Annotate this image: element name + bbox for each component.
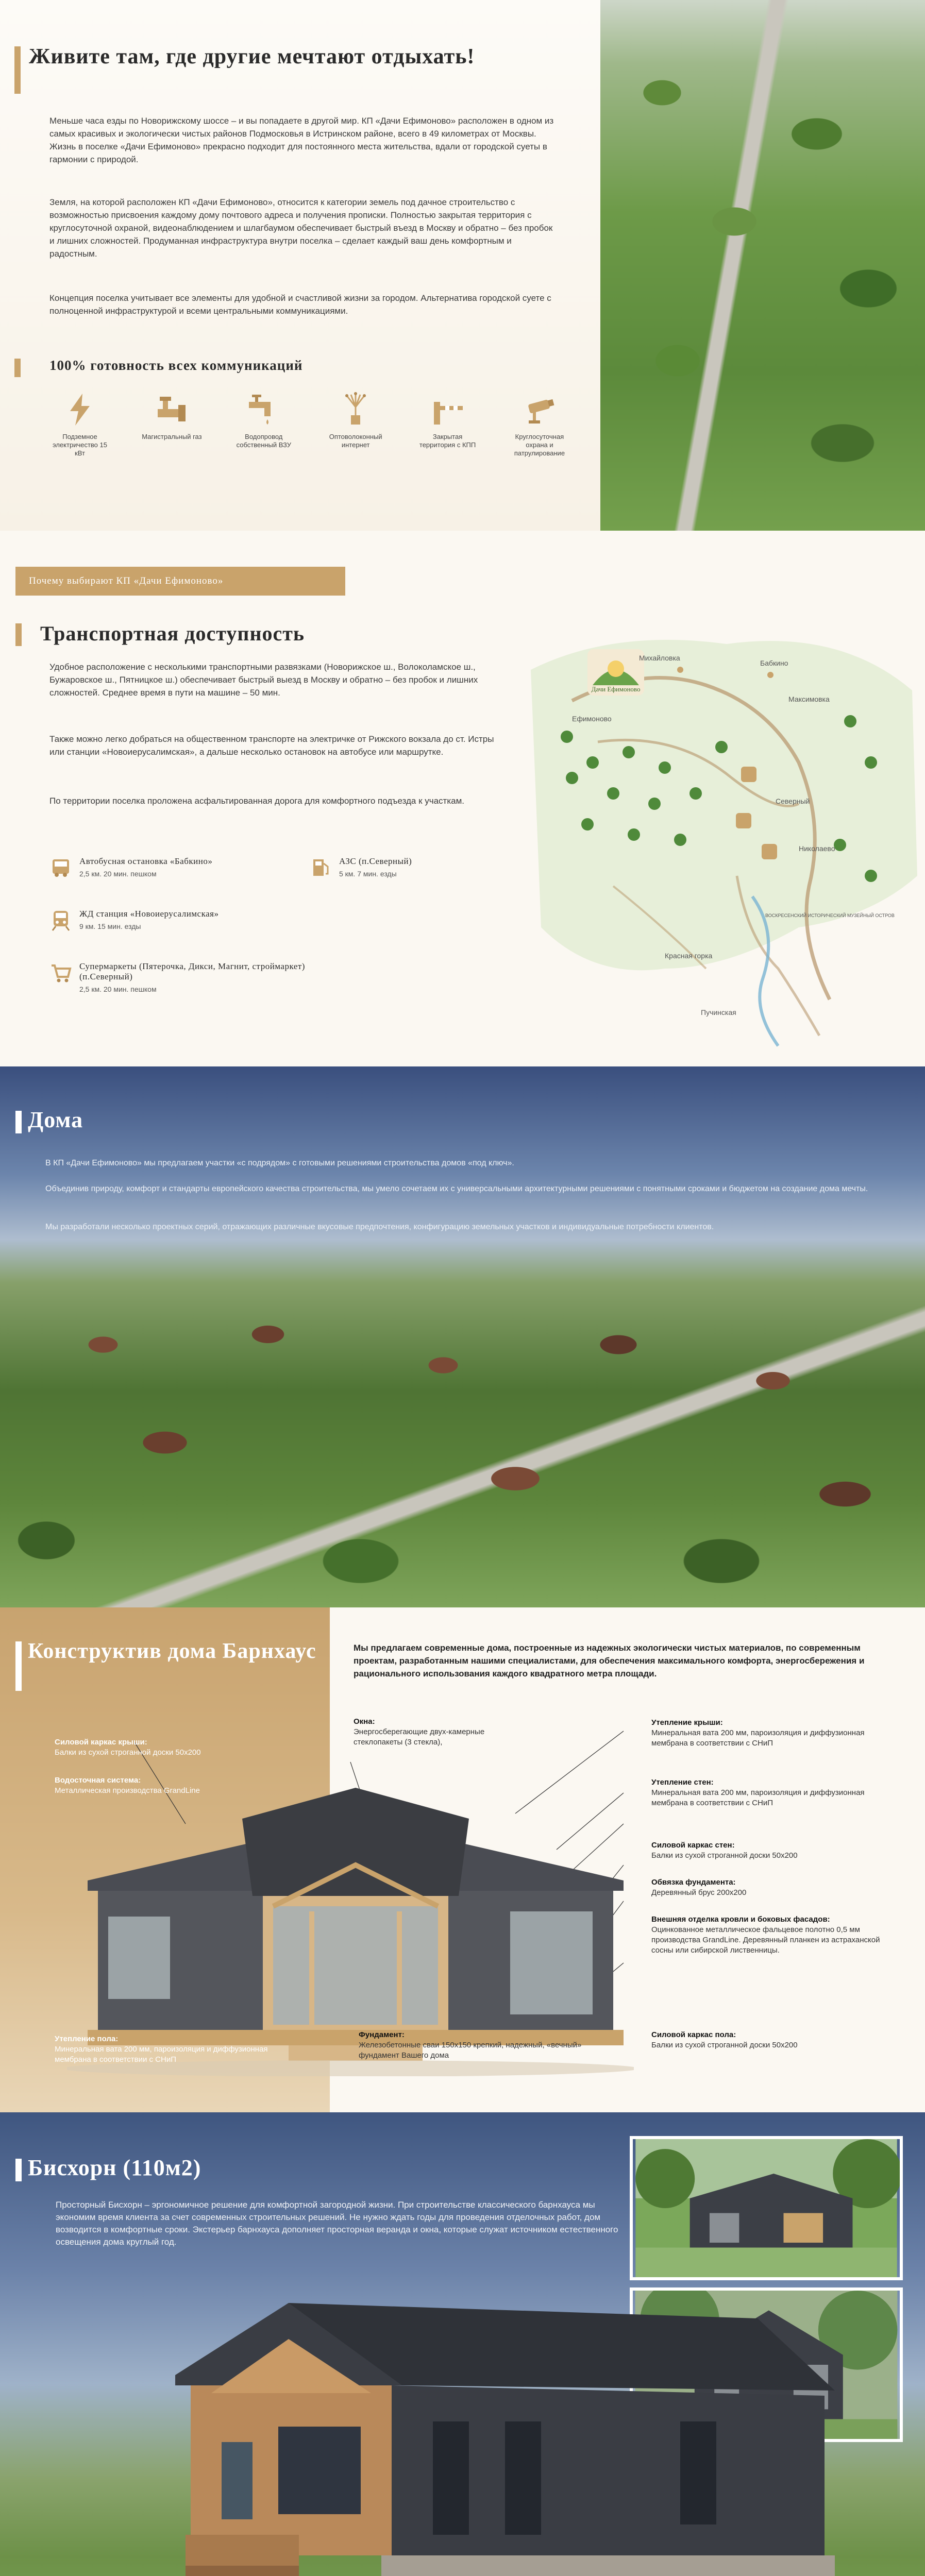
- lightning-icon: [62, 392, 98, 428]
- accent-bar: [15, 623, 22, 646]
- utility-label: Подземное электричество 15 кВт: [53, 433, 107, 457]
- utility-item: [49, 392, 110, 457]
- bus-icon: [49, 856, 72, 879]
- feature-title: Фундамент:: [359, 2030, 405, 2039]
- map-label: Михайловка: [639, 654, 680, 662]
- feature-description: Минеральная вата 200 мм, пароизоляция и диффузионная мембрана в соответствии с СНиП: [651, 1728, 865, 1748]
- transport-item-meta: 2,5 км. 20 мин. пешком: [79, 985, 157, 993]
- houses-section: [0, 1066, 925, 1607]
- feature-title: Силовой каркас пола:: [651, 2030, 736, 2039]
- houses-paragraph: Мы разработали несколько проектных серий, отражающих различные вкусовые предпочтения, конфигурацию земельных участков и индивидуальные потребности клиентов.: [45, 1223, 714, 1231]
- feature-title: Обвязка фундамента:: [651, 1878, 736, 1887]
- transport-item: [49, 961, 317, 993]
- utility-label: Водопровод собственный ВЗУ: [236, 433, 291, 449]
- transport-item: [49, 856, 276, 879]
- feature-description: Балки из сухой строганной доски 50х200: [55, 1748, 201, 1757]
- barrier-icon: [430, 392, 466, 428]
- transport-item-title: ЖД станция «Новоиерусалимская»: [79, 909, 219, 919]
- accent-bar: [15, 1641, 22, 1691]
- utility-item: [233, 392, 294, 457]
- feature-title: Утепление стен:: [651, 1778, 714, 1787]
- village-aerial-photo: [600, 0, 925, 531]
- construction-section: [0, 1607, 925, 2112]
- location-map: [510, 608, 925, 1051]
- feature-note: [651, 1914, 894, 1956]
- map-label: Северный: [776, 797, 810, 805]
- train-icon: [49, 909, 72, 931]
- accent-bar: [14, 359, 21, 377]
- feature-title: Окна:: [354, 1717, 375, 1726]
- utility-item: [325, 392, 386, 457]
- houses-title: Дома: [28, 1107, 83, 1132]
- utility-item: [509, 392, 570, 457]
- feature-note: [359, 2030, 606, 2061]
- feature-note: [651, 1877, 873, 1898]
- utility-label: Магистральный газ: [142, 433, 202, 440]
- feature-title: Внешняя отделка кровли и боковых фасадов:: [651, 1915, 830, 1924]
- houses-paragraph: В КП «Дачи Ефимоново» мы предлагаем участки «с подрядом» с готовыми решениями строительства домов «под ключ».: [45, 1159, 514, 1167]
- transport-item-title: АЗС (п.Северный): [339, 856, 412, 866]
- construction-intro: Мы предлагаем современные дома, построенные из надежных экологически чистых материалов, по современным проектам, разработанным нашими специалистами, для обеспечения максимального комфорта, энергосбережения и рационального использования каждого квадратного метра площади.: [354, 1643, 865, 1679]
- feature-note: [55, 1775, 220, 1796]
- model-description: Просторный Бисхорн – эргономичное решение для комфортной загородной жизни. При строительстве классического барнхауса мы экономим время клиента за счет современных строительных решений. Не нужно ждать годы для проведения отделочных работ, дом возводится в комфортные сроки. Экстерьер барнхауса дополняет просторная веранда и окна, которые служат источником естественного освещения дома круглый год.: [56, 2200, 618, 2247]
- map-label: Ефимоново: [572, 715, 612, 723]
- shopping-cart-icon: [49, 961, 72, 984]
- transport-section: [0, 531, 925, 1066]
- bishorn-house-render: [113, 2287, 861, 2576]
- model-title: Бисхорн (110м2): [28, 2155, 201, 2180]
- water-tap-icon: [246, 392, 282, 428]
- transport-item: [49, 909, 410, 931]
- feature-note: [55, 1737, 209, 1758]
- map-label: Красная горка: [665, 952, 713, 960]
- transport-paragraph: По территории поселка проложена асфальтированная дорога для комфортного подъезда к участкам.: [49, 796, 465, 806]
- transport-paragraph: Также можно легко добраться на общественном транспорте на электричке от Рижского вокзала до ст. Истры или станции «Новоиерусалимская», а дальше несколько остановок на автобусе или маршрутке.: [49, 734, 494, 757]
- feature-description: Балки из сухой строганной доски 50х200: [651, 1851, 798, 1860]
- map-label: Николаево: [799, 844, 835, 853]
- feature-note: [354, 1717, 518, 1748]
- map-logo: Дачи Ефимоново: [591, 685, 641, 693]
- map-label: Бабкино: [760, 659, 788, 667]
- fuel-station-icon: [309, 856, 332, 879]
- transport-item-meta: 5 км. 7 мин. езды: [339, 870, 397, 878]
- utility-label: Закрытая территория с КПП: [419, 433, 476, 449]
- accent-bar: [15, 2159, 22, 2181]
- feature-note: [651, 1777, 873, 1808]
- feature-description: Металлическая производства GrandLine: [55, 1786, 200, 1795]
- transport-item: [309, 856, 495, 879]
- utility-label: Круглосуточная охрана и патрулирование: [514, 433, 565, 457]
- construction-title: Конструктив дома Барнхаус: [28, 1639, 316, 1663]
- feature-description: Оцинкованное металлическое фальцевое полотно 0,5 мм производства GrandLine. Деревянный планкен из астраханской сосны или сибирской лиственницы.: [651, 1925, 880, 1955]
- map-label: ВОСКРЕСЕНСКИЙ ИСТОРИЧЕСКИЙ МУЗЕЙНЫЙ ОСТРОВ: [765, 913, 895, 918]
- map-label: Максимовка: [788, 695, 830, 703]
- accent-bar: [15, 1111, 22, 1133]
- transport-title: Транспортная доступность: [40, 622, 305, 645]
- model-bishorn-section: [0, 2112, 925, 2576]
- feature-note: [651, 2030, 873, 2050]
- section-label: Почему выбирают КП «Дачи Ефимоново»: [15, 567, 345, 596]
- utility-item: [417, 392, 478, 457]
- transport-item-meta: 9 км. 15 мин. езды: [79, 922, 141, 930]
- feature-description: Минеральная вата 200 мм, пароизоляция и диффузионная мембрана в соответствии с СНиП: [651, 1788, 865, 1807]
- feature-title: Силовой каркас крыши:: [55, 1738, 147, 1747]
- feature-title: Силовой каркас стен:: [651, 1841, 735, 1850]
- feature-description: Энергосберегающие двух-камерные стеклопакеты (3 стекла),: [354, 1727, 485, 1747]
- feature-note: [55, 2034, 292, 2065]
- utility-label: Оптоволоконный интернет: [329, 433, 382, 449]
- intro-paragraph: Земля, на которой расположен КП «Дачи Ефимоново», относится к категории земель под дачное строительство с возможностью присвоения каждому дому почтового адреса и получения прописки. Полностью закрытая территория с круглосуточной охраной, видеонаблюдением и шлагбаумом обеспечивает быстрый въезд в Москву и обратно – без пробок и лишних сложностей. Продуманная инфраструктура внутри поселка – сделает каждый ваш день комфортным и радостным.: [49, 197, 553, 259]
- feature-description: Деревянный брус 200х200: [651, 1888, 747, 1897]
- houses-paragraph: Объединив природу, комфорт и стандарты европейского качества строительства, мы умело сочетаем их с универсальными архитектурными решениями с понятными сроками и бюджетом на создание дома мечты.: [45, 1184, 868, 1193]
- feature-title: Водосточная система:: [55, 1776, 141, 1785]
- feature-title: Утепление пола:: [55, 2035, 119, 2043]
- intro-paragraph: Концепция поселка учитывает все элементы для удобной и счастливой жизни за городом. Альтернатива городской суете с полноценной инфраструктурой и всеми центральными коммуникациями.: [49, 293, 551, 316]
- feature-title: Утепление крыши:: [651, 1718, 723, 1727]
- transport-item-title: Автобусная остановка «Бабкино»: [79, 856, 213, 866]
- feature-description: Минеральная вата 200 мм, пароизоляция и диффузионная мембрана в соответствии с СНиП: [55, 2045, 268, 2064]
- utility-item: [141, 392, 202, 457]
- intro-section: [0, 0, 925, 531]
- feature-description: Балки из сухой строганной доски 50х200: [651, 2041, 798, 2049]
- feature-note: [651, 1718, 873, 1749]
- page-title: Живите там, где другие мечтают отдыхать!: [29, 45, 475, 69]
- house-thumbnail-photo: [630, 2136, 903, 2280]
- cctv-camera-icon: [522, 392, 558, 428]
- transport-item-title: Супермаркеты (Пятерочка, Дикси, Магнит, строймаркет) (п.Северный): [79, 961, 305, 981]
- accent-bar: [14, 46, 21, 94]
- transport-item-meta: 2,5 км. 20 мин. пешком: [79, 870, 157, 878]
- gas-pipe-icon: [154, 392, 190, 428]
- map-label: Пучинская: [701, 1008, 736, 1016]
- transport-paragraph: Удобное расположение с несколькими транспортными развязками (Новорижское ш., Волоколамское ш., Бужаровское ш., Пятницкое ш.) обеспечивает быстрый выезд в Москву и обратно – без пробок и лишних сложностей. Среднее время в пути на машине – 50 мин.: [49, 662, 478, 698]
- utilities-list: [49, 392, 570, 457]
- feature-description: Железобетонные сваи 150х150 крепкий, надежный, «вечный» фундамент Вашего дома: [359, 2041, 582, 2060]
- utilities-heading: 100% готовность всех коммуникаций: [49, 358, 303, 373]
- village-panorama-photo: [0, 1273, 925, 1607]
- intro-paragraph: Меньше часа езды по Новорижскому шоссе – и вы попадаете в другой мир. КП «Дачи Ефимоново» расположен в одном из самых красивых и экологически чистых районов Подмосковья в Истринском районе, всего в 49 километрах от Москвы. Жизнь в поселке «Дачи Ефимоново» прекрасно подходит для постоянного места жительства, вдали от городской суеты в гармонии с природой.: [49, 116, 554, 164]
- fiber-optic-icon: [338, 392, 374, 428]
- feature-note: [651, 1840, 873, 1861]
